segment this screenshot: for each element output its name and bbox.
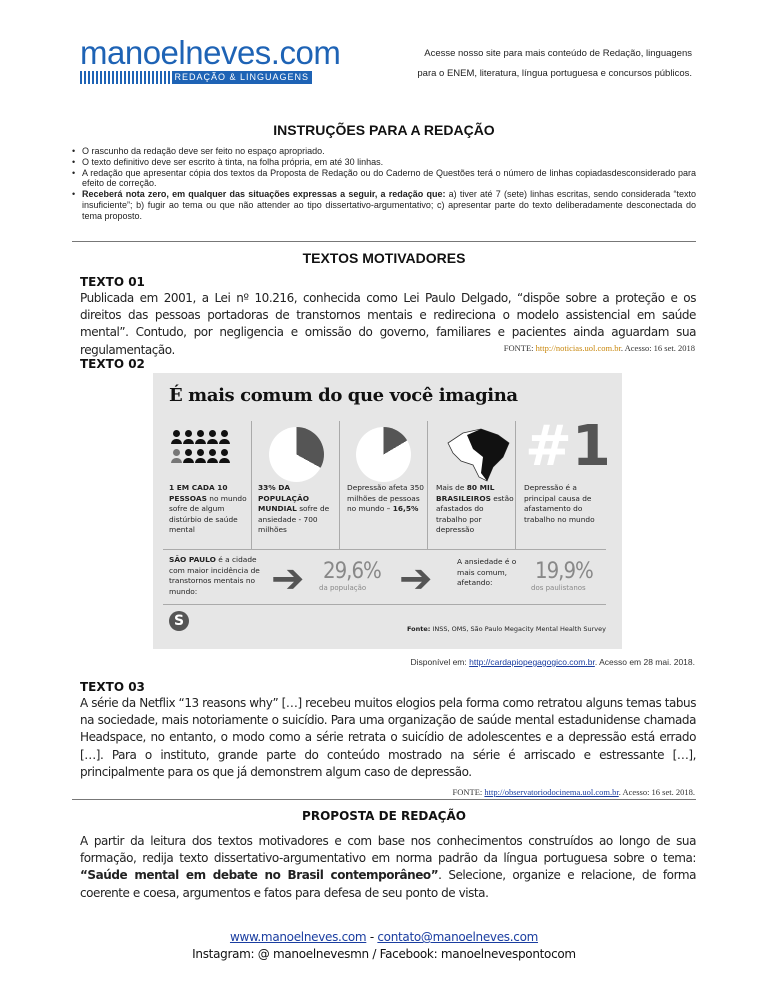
logo: manoelneves.com REDAÇÃO & LINGUAGENS [80,34,341,82]
list-item: • Receberá nota zero, em qualquer das situações expressas a seguir, a redação que: a) tiver até 7 (sete) linhas escritas, sendo considerada “texto insuficiente”; b) fugir ao tema ou que não attender ao tipo dissertativo-argumentativo; c) apresentar parte do texto deliberadamente desconectada do tema proposto. [72,189,696,221]
arrow-right-icon: ➔ [271,556,305,602]
pie-depression [356,427,411,482]
section-title: TEXTOS MOTIVADORES [302,250,466,266]
footer-links: www.manoelneves.com - contato@manoelneves.com [229,930,539,944]
proposal-body: A partir da leitura dos textos motivadores e com base nos conhecimentos construídos ao longo de sua formação, redija texto dissertativo-argumentativo em norma padrão da língua portuguesa sobre o tema: “Saúde mental em debate no Brasil contemporâneo”. Selecione, organize e relacione, de forma coerente e coesa, argumentos e fatos para defesa de seu ponto de vista. [80,834,696,900]
divider [72,241,696,242]
source-link[interactable]: http://observatoriodocinema.uol.com.br [484,787,619,797]
text3-label: TEXTO 03 [80,680,145,694]
email-link[interactable]: contato@manoelneves.com [377,930,539,944]
instructions-title: INSTRUÇÕES PARA A REDAÇÃO [273,122,495,138]
text2-label: TEXTO 02 [80,357,145,371]
list-item: • O rascunho da redação deve ser feito no espaço apropriado. [72,146,696,157]
brazil-map-icon [443,425,513,485]
text3-source: FONTE: http://observatoriodocinema.uol.com.br. Acesso: 16 set. 2018. [452,787,695,797]
source-link[interactable]: http://cardapiopegagogico.com.br [469,657,595,667]
source-link[interactable]: http://noticias.uol.com.br [535,343,621,353]
infographic: É mais comum do que você imagina #1 1 EM CADA 10 PESSOAS no mundo sofre de algum distúrbio de saúde mental 33% DA POPULAÇÃO MUNDIAL sofre de ansiedade - 700 milhões Depressão afeta 350 milhões de pessoas no mundo – 16,5% Mais de 80 MIL BRASILEIROS estão afastados do trabalho por depressão Depressão é a principal causa de afastamento do trabalho no mundo SÃO PAULO é a cidade com maior incidência de transtornos mentais no mundo: ➔ 29,6% da população ➔ A ansiedade é o mais comum, afetando: 19,9% dos paulistanos S Fonte: INSS, OMS, São Paulo Megacity Mental Health Survey [153,373,622,649]
list-item: • O texto definitivo deve ser escrito à tinta, na folha própria, em até 30 linhas. [72,157,696,168]
instructions-list [72,146,696,222]
header-note: Acesse nosso site para mais conteúdo de Redação, linguagens para o ENEM, literatura, língua portuguesa e concursos públicos. [417,48,692,79]
site-link[interactable]: www.manoelneves.com [229,930,367,944]
footer-social: Instagram: @ manoelnevesmn / Facebook: manoelnevespontocom [192,947,576,961]
pie-anxiety [269,427,324,482]
proposal-title: PROPOSTA DE REDAÇÃO [302,809,466,823]
list-item: • A redação que apresentar cópia dos textos da Proposta de Redação ou do Caderno de Questões terá o número de linhas copiadasdesconsiderado para efeito de correção. [72,168,696,190]
arrow-right-icon: ➔ [399,556,433,602]
divider [72,799,696,800]
text1-body: Publicada em 2001, a Lei nº 10.216, conhecida como Lei Paulo Delgado, “dispõe sobre a proteção e os direitos das pessoas portadoras de transtornos mentais e redireciona o modelo assistencial em saúde mental”. Contudo, por negligencia e omissão do governo, familiares e pacientes ainda aguardam sua regulamentação. [80,291,696,357]
rank-number: #1 [525,414,611,479]
people-icon-grid [171,430,231,465]
text2-source: Disponível em: http://cardapiopegagogico.com.br. Acesso em 28 mai. 2018. [410,657,695,667]
text3-body: A série da Netflix “13 reasons why” […] recebeu muitos elogios pela forma como retratou alguns temas tabus na sociedade, mais notoriamente o suicídio. Para uma organização de saúde mental estadunidense chamada Headspace, no entanto, o modo como a série retrata o suicídio de adolescentes e a depressão está errado […]. Para o instituto, grande parte do conteúdo mostrado na série é arriscado e estressante […], principalmente para os que já demonstrem algum caso de depressão. [80,696,696,779]
publisher-logo: S [169,611,189,631]
text1-source: FONTE: http://noticias.uol.com.br. Acesso: 16 set. 2018 [503,343,695,353]
text1-label: TEXTO 01 [80,275,145,289]
